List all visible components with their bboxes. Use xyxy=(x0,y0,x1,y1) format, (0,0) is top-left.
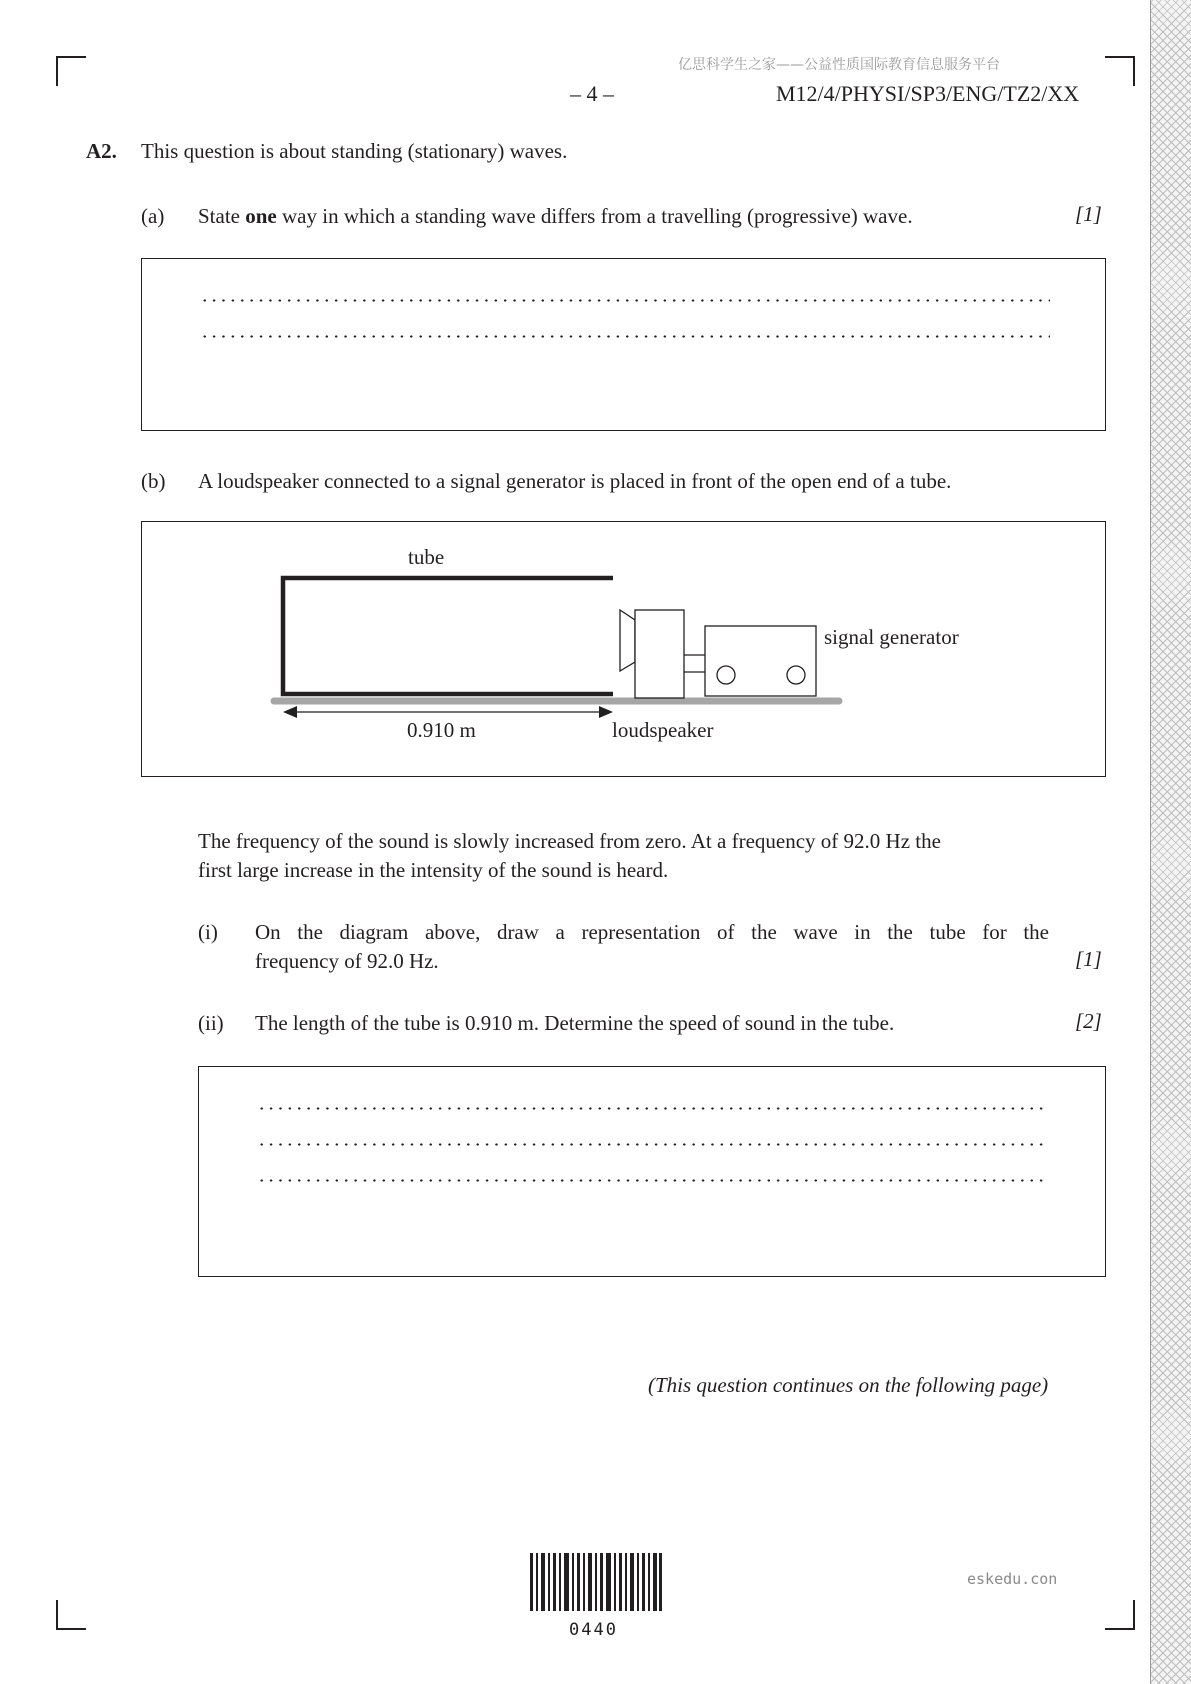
signal-generator-label: signal generator xyxy=(824,625,959,649)
diagram-box xyxy=(141,521,1106,777)
answer-line xyxy=(257,1107,1047,1110)
frequency-paragraph-line2: first large increase in the intensity of the sound is heard. xyxy=(198,858,669,882)
signal-generator-box xyxy=(705,626,816,696)
tube-label: tube xyxy=(408,545,445,569)
answer-box-b-ii[interactable] xyxy=(198,1066,1106,1277)
part-b-text: A loudspeaker connected to a signal generator is placed in front of the open end of a tube. xyxy=(198,469,952,493)
barcode-number: 0440 xyxy=(569,1620,618,1640)
sub-ii-text: The length of the tube is 0.910 m. Determine the speed of sound in the tube. xyxy=(255,1011,895,1035)
part-a-text: State one way in which a standing wave differs from a travelling (progressive) wave. xyxy=(198,204,913,228)
page-number: – 4 – xyxy=(570,81,614,106)
question-number: A2. xyxy=(86,139,117,163)
crop-mark-bottom-right xyxy=(1105,1600,1135,1630)
sub-i-label: (i) xyxy=(198,920,218,944)
arrow-right-icon xyxy=(599,706,613,718)
answer-line xyxy=(257,1143,1047,1146)
loudspeaker-body xyxy=(635,610,684,698)
length-label: 0.910 m xyxy=(407,718,476,742)
continues-note: (This question continues on the following page) xyxy=(648,1373,1049,1397)
part-a-label: (a) xyxy=(141,204,165,228)
sub-i-marks: [1] xyxy=(1075,947,1102,971)
barcode xyxy=(530,1553,662,1613)
tube-outline xyxy=(283,578,613,694)
crop-mark-bottom-left xyxy=(56,1600,86,1630)
answer-line xyxy=(257,1179,1047,1182)
arrow-left-icon xyxy=(283,706,297,718)
question-intro: This question is about standing (stationary) waves. xyxy=(141,139,568,163)
answer-box-a[interactable] xyxy=(141,258,1106,431)
sub-i-line1: On the diagram above, draw a representation of the wave in the tube for the xyxy=(255,920,1049,944)
binding-strip xyxy=(1150,0,1191,1684)
generator-knob-icon xyxy=(717,666,735,684)
sub-ii-marks: [2] xyxy=(1075,1009,1102,1033)
generator-knob-icon xyxy=(787,666,805,684)
part-b-label: (b) xyxy=(141,469,166,493)
paper-code: M12/4/PHYSI/SP3/ENG/TZ2/XX xyxy=(776,81,1080,106)
answer-line xyxy=(200,299,1050,302)
watermark-text: 亿思科学生之家——公益性质国际教育信息服务平台 xyxy=(678,57,1000,73)
crop-mark-top-left xyxy=(56,56,86,86)
sub-i-line2: frequency of 92.0 Hz. xyxy=(255,949,439,973)
site-url: eskedu.con xyxy=(967,1570,1058,1588)
loudspeaker-label: loudspeaker xyxy=(612,718,714,742)
speaker-cone-icon xyxy=(620,610,635,671)
part-a-marks: [1] xyxy=(1075,202,1102,226)
frequency-paragraph-line1: The frequency of the sound is slowly increased from zero. At a frequency of 92.0 Hz the xyxy=(198,829,941,853)
sub-ii-label: (ii) xyxy=(198,1011,224,1035)
answer-line xyxy=(200,335,1050,338)
crop-mark-top-right xyxy=(1105,56,1135,86)
